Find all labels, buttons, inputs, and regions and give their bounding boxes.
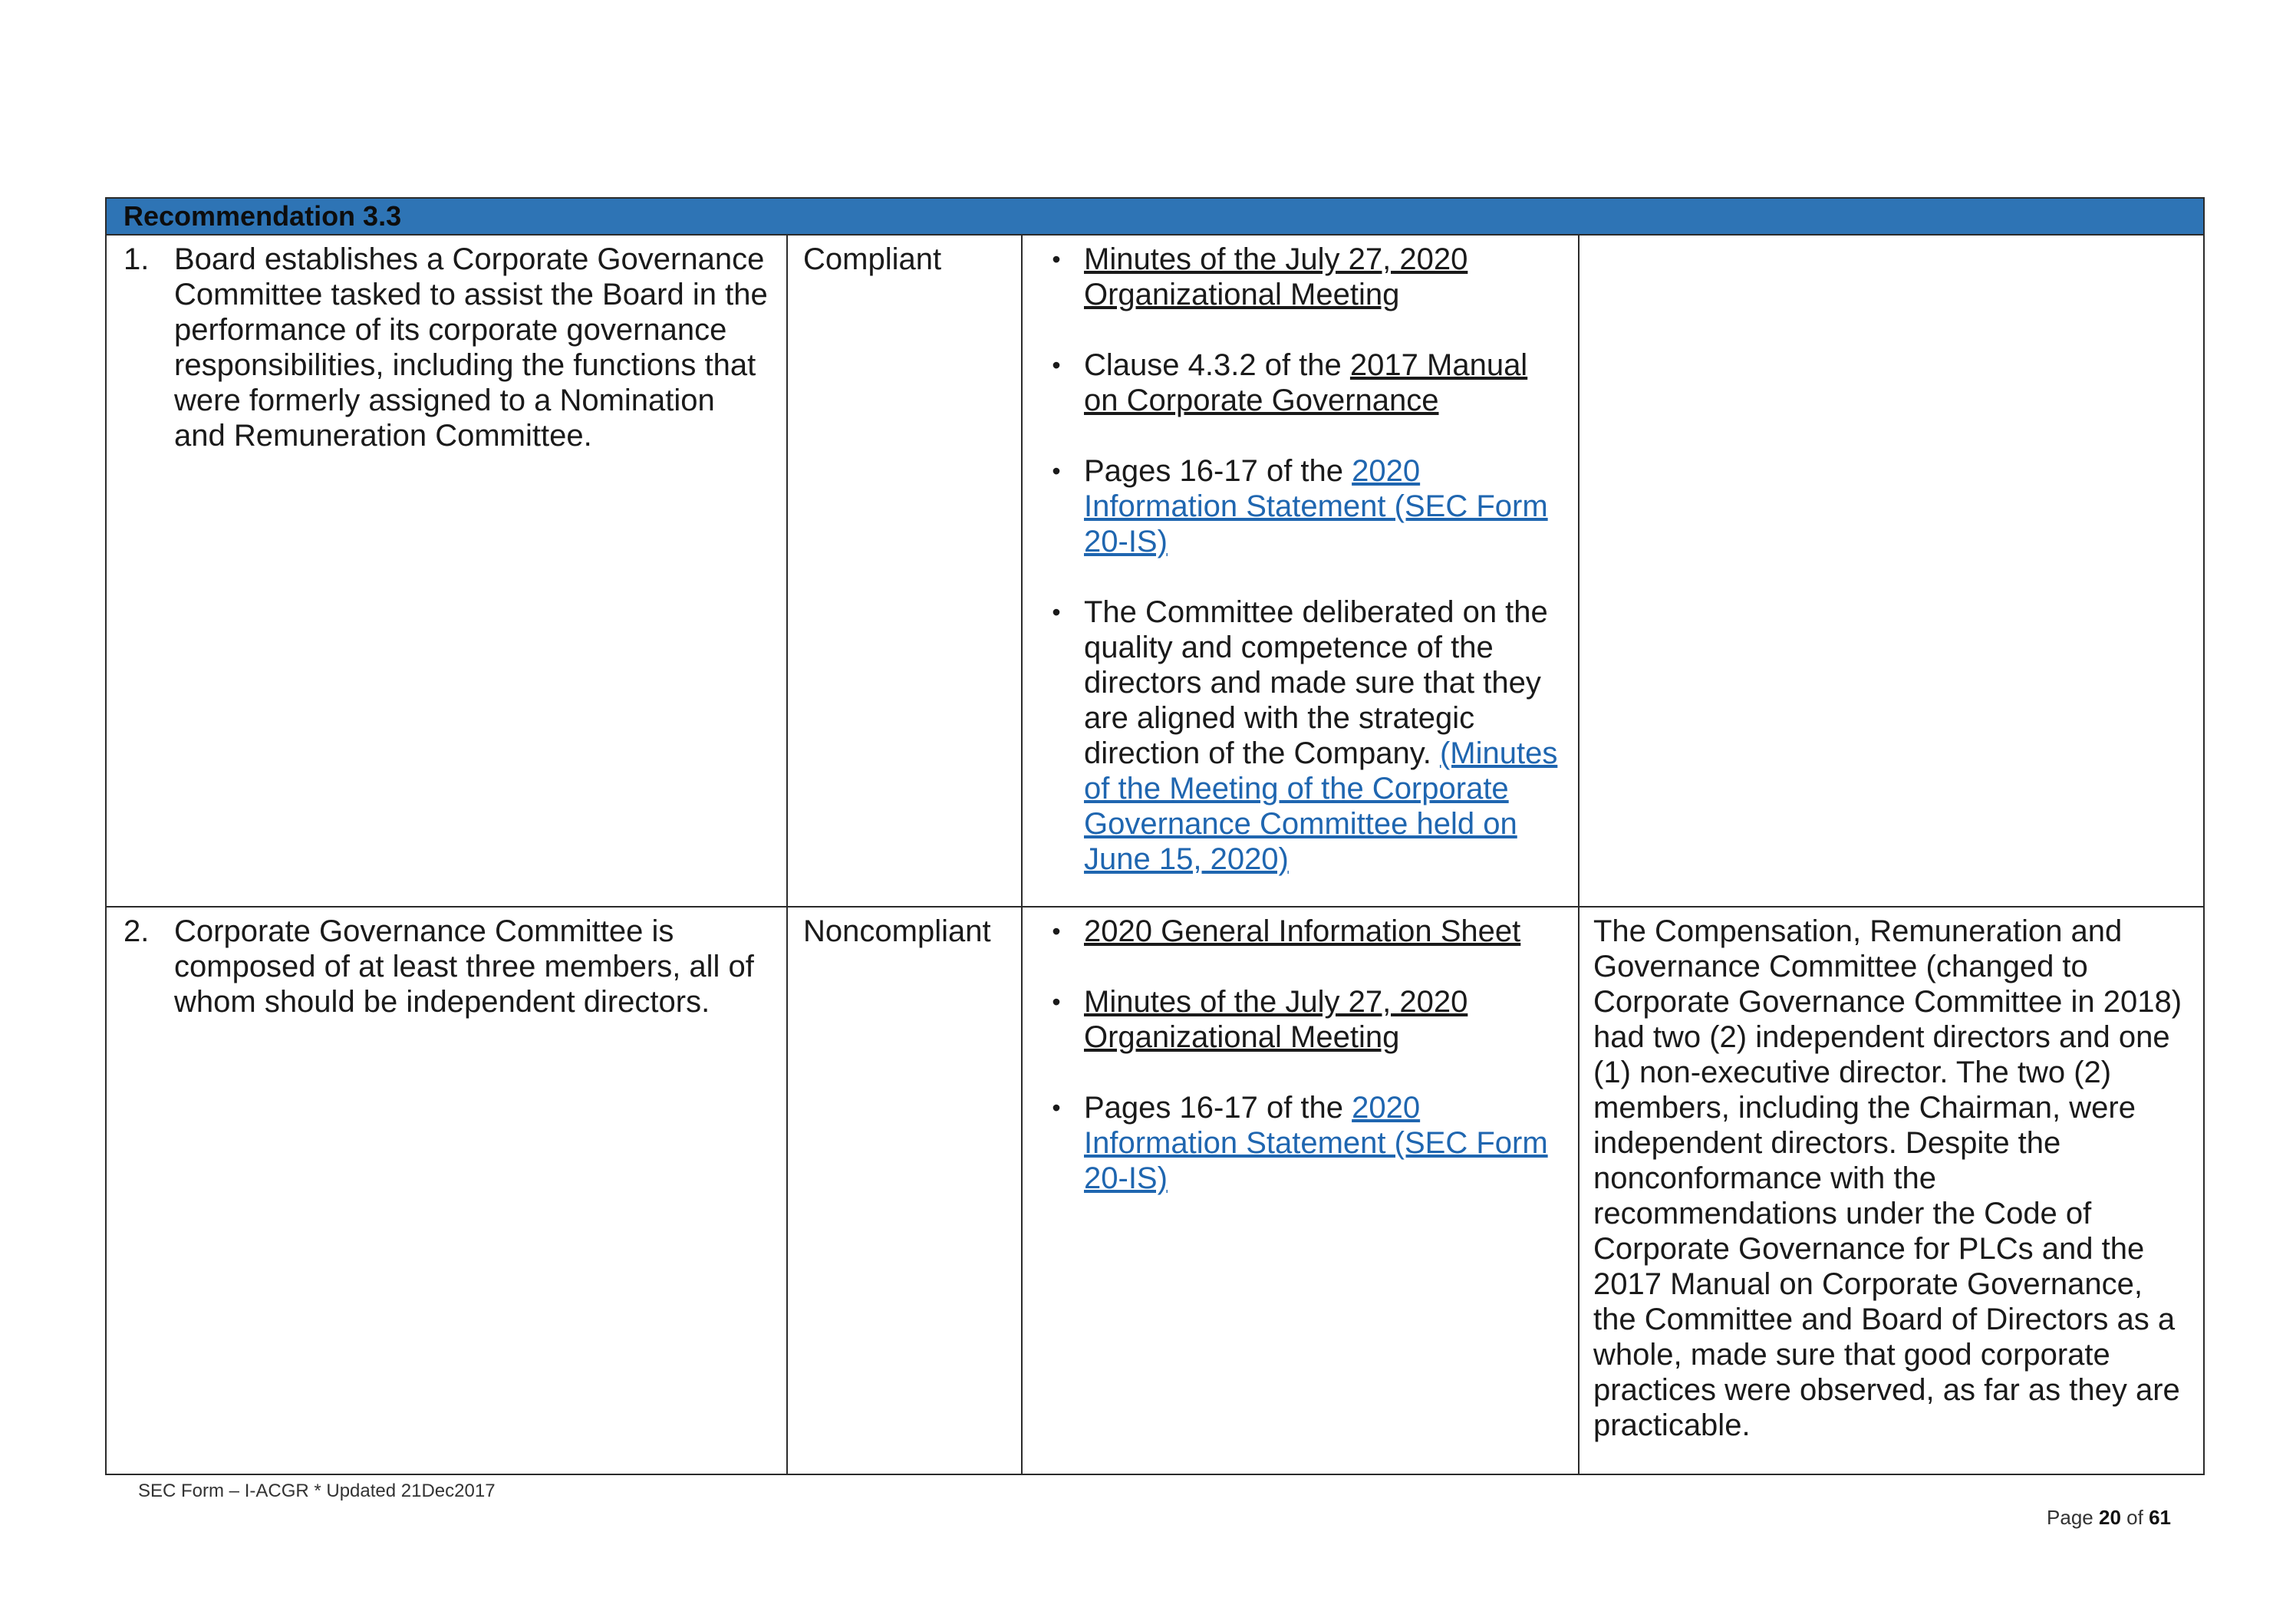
evidence-cell <box>1022 235 1579 907</box>
bullet-icon: • <box>1052 457 1061 485</box>
item-number: 2. <box>124 914 150 948</box>
evidence-list <box>1029 242 1566 877</box>
evidence-plain-text: Clause 4.3.2 of the <box>1084 348 1350 382</box>
evidence-item <box>1029 984 1566 1055</box>
evidence-text <box>1084 348 1566 418</box>
document-link[interactable]: 2017 Manual on Corporate Governance <box>1084 348 1528 417</box>
evidence-text <box>1084 595 1566 877</box>
bullet-icon: • <box>1052 245 1061 273</box>
compliance-status: Noncompliant <box>787 907 1022 1474</box>
evidence-item <box>1029 1090 1566 1196</box>
document-link[interactable]: 2020 Information Statement (SEC Form 20-IS) <box>1084 1091 1548 1195</box>
recommendation-title: Recommendation 3.3 <box>106 198 2204 235</box>
bullet-icon: • <box>1052 1094 1061 1122</box>
evidence-item <box>1029 348 1566 418</box>
bullet-icon: • <box>1052 988 1061 1016</box>
page-total: 61 <box>2149 1506 2171 1529</box>
footer-form-label: SEC Form – I-ACGR * Updated 21Dec2017 <box>138 1481 496 1501</box>
compliance-status: Compliant <box>787 235 1022 907</box>
recommendation-cell <box>106 235 787 907</box>
table-row <box>106 235 2204 907</box>
evidence-item <box>1029 595 1566 877</box>
explanation-cell: The Compensation, Remuneration and Governance Committee (changed to Corporate Governance Committee in 2018) had two (2) independent directors and one (1) non-executive director. The two (2) members, including the Chairman, were independent directors. Despite the nonconformance with the recommendations under the Code of Corporate Governance for PLCs and the 2017 Manual on Corporate Governance, the Committee and Board of Directors as a whole, made sure that good corporate practices were observed, as far as they are practicable. <box>1579 907 2204 1474</box>
evidence-list <box>1029 914 1566 1196</box>
evidence-text <box>1084 984 1566 1055</box>
recommendation-cell <box>106 907 787 1474</box>
evidence-item <box>1029 914 1566 949</box>
evidence-item <box>1029 242 1566 312</box>
evidence-item <box>1029 453 1566 559</box>
item-text: Corporate Governance Committee is composed of at least three members, all of whom should be independent directors. <box>174 914 754 1019</box>
recommendation-header-row <box>106 198 2204 235</box>
bullet-icon: • <box>1052 598 1061 626</box>
evidence-plain-text: The Committee deliberated on the quality and competence of the directors and made sure that they are aligned with the strategic direction of the Company. <box>1084 595 1548 770</box>
evidence-plain-text: Pages 16-17 of the <box>1084 454 1352 488</box>
evidence-text <box>1084 914 1566 949</box>
evidence-plain-text: Pages 16-17 of the <box>1084 1091 1352 1125</box>
recommendation-table <box>105 197 2205 1475</box>
evidence-cell <box>1022 907 1579 1474</box>
evidence-text <box>1084 453 1566 559</box>
document-link[interactable]: (Minutes of the Meeting of the Corporate Governance Committee held on June 15, 2020) <box>1084 736 1558 876</box>
bullet-icon: • <box>1052 351 1061 379</box>
document-link[interactable]: 2020 Information Statement (SEC Form 20-IS) <box>1084 454 1548 558</box>
evidence-text <box>1084 1090 1566 1196</box>
bullet-icon: • <box>1052 917 1061 945</box>
explanation-cell <box>1579 235 2204 907</box>
item-number: 1. <box>124 242 150 276</box>
page-of: of <box>2126 1506 2143 1529</box>
document-link[interactable]: Minutes of the July 27, 2020 Organizational Meeting <box>1084 242 1468 311</box>
document-link[interactable]: Minutes of the July 27, 2020 Organizational Meeting <box>1084 985 1468 1054</box>
page-number <box>2047 1506 2171 1530</box>
item-text: Board establishes a Corporate Governance Committee tasked to assist the Board in the performance of its corporate governance responsibilities, including the functions that were formerly assigned to a Nomination and Remuneration Committee. <box>174 242 768 453</box>
evidence-text <box>1084 242 1566 312</box>
document-link[interactable]: 2020 General Information Sheet <box>1084 914 1521 948</box>
table-row <box>106 907 2204 1474</box>
page-prefix: Page <box>2047 1506 2093 1529</box>
page-current: 20 <box>2099 1506 2121 1529</box>
